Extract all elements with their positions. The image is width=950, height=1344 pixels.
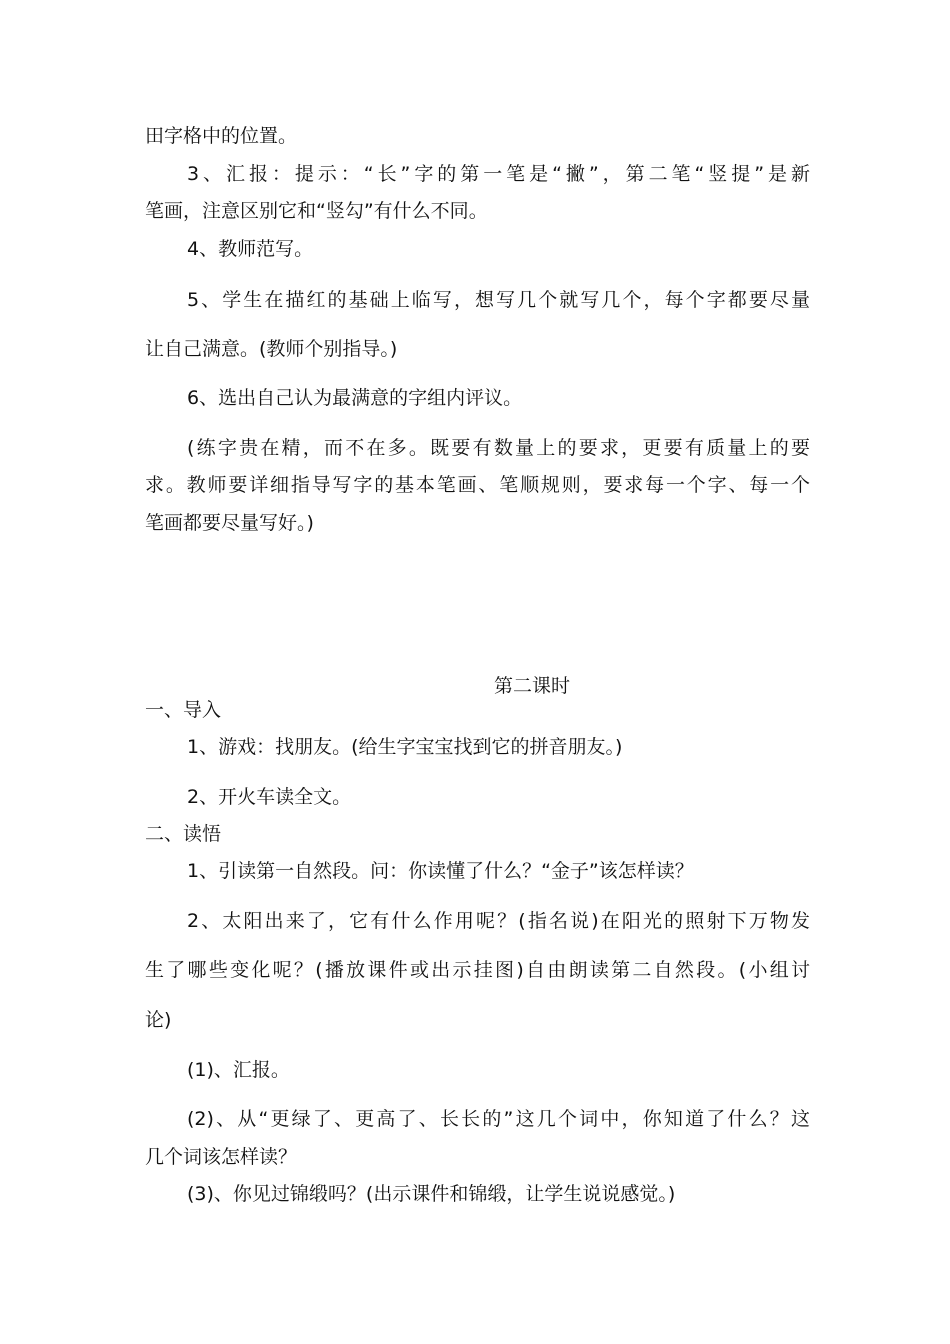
text-line-20: (1)、汇报。: [187, 1059, 290, 1081]
text-line-17: 2、太阳出来了，它有什么作用呢？(指名说)在阳光的照射下万物发: [187, 910, 810, 932]
text-line-2: 3、汇报：提示：“长”字的第一笔是“撇”，第二笔“竖提”是新: [187, 163, 810, 185]
section-title: 第二课时: [493, 675, 570, 697]
heading-reading: 二、读悟: [145, 823, 222, 845]
heading-intro: 一、导入: [145, 699, 222, 721]
text-line-13: 1、游戏：找朋友。(给生字宝宝找到它的拼音朋友。): [187, 736, 623, 758]
text-line-18: 生了哪些变化呢？(播放课件或出示挂图)自由朗读第二自然段。(小组讨: [145, 959, 810, 981]
text-line-1: 田字格中的位置。: [145, 125, 298, 147]
text-line-4: 4、教师范写。: [187, 238, 314, 260]
text-line-14: 2、开火车读全文。: [187, 786, 352, 808]
text-line-3: 笔画，注意区别它和“竖勾”有什么不同。: [145, 200, 488, 222]
text-line-7: 6、选出自己认为最满意的字组内评议。: [187, 387, 523, 409]
text-line-19: 论): [145, 1009, 172, 1031]
text-line-16: 1、引读第一自然段。问：你读懂了什么？“金子”该怎样读？: [187, 860, 694, 882]
text-line-9: 求。教师要详细指导写字的基本笔画、笔顺规则，要求每一个字、每一个: [145, 474, 810, 496]
text-line-22: 几个词该怎样读？: [145, 1146, 298, 1168]
text-line-10: 笔画都要尽量写好。): [145, 512, 314, 534]
text-line-8: (练字贵在精，而不在多。既要有数量上的要求，更要有质量上的要: [187, 437, 810, 459]
text-line-23: (3)、你见过锦缎吗？(出示课件和锦缎，让学生说说感觉。): [187, 1183, 676, 1205]
text-line-6: 让自己满意。(教师个别指导。): [145, 338, 398, 360]
text-line-5: 5、学生在描红的基础上临写，想写几个就写几个，每个字都要尽量: [187, 289, 810, 311]
text-line-21: (2)、从“更绿了、更高了、长长的”这几个词中，你知道了什么？这: [187, 1108, 810, 1130]
